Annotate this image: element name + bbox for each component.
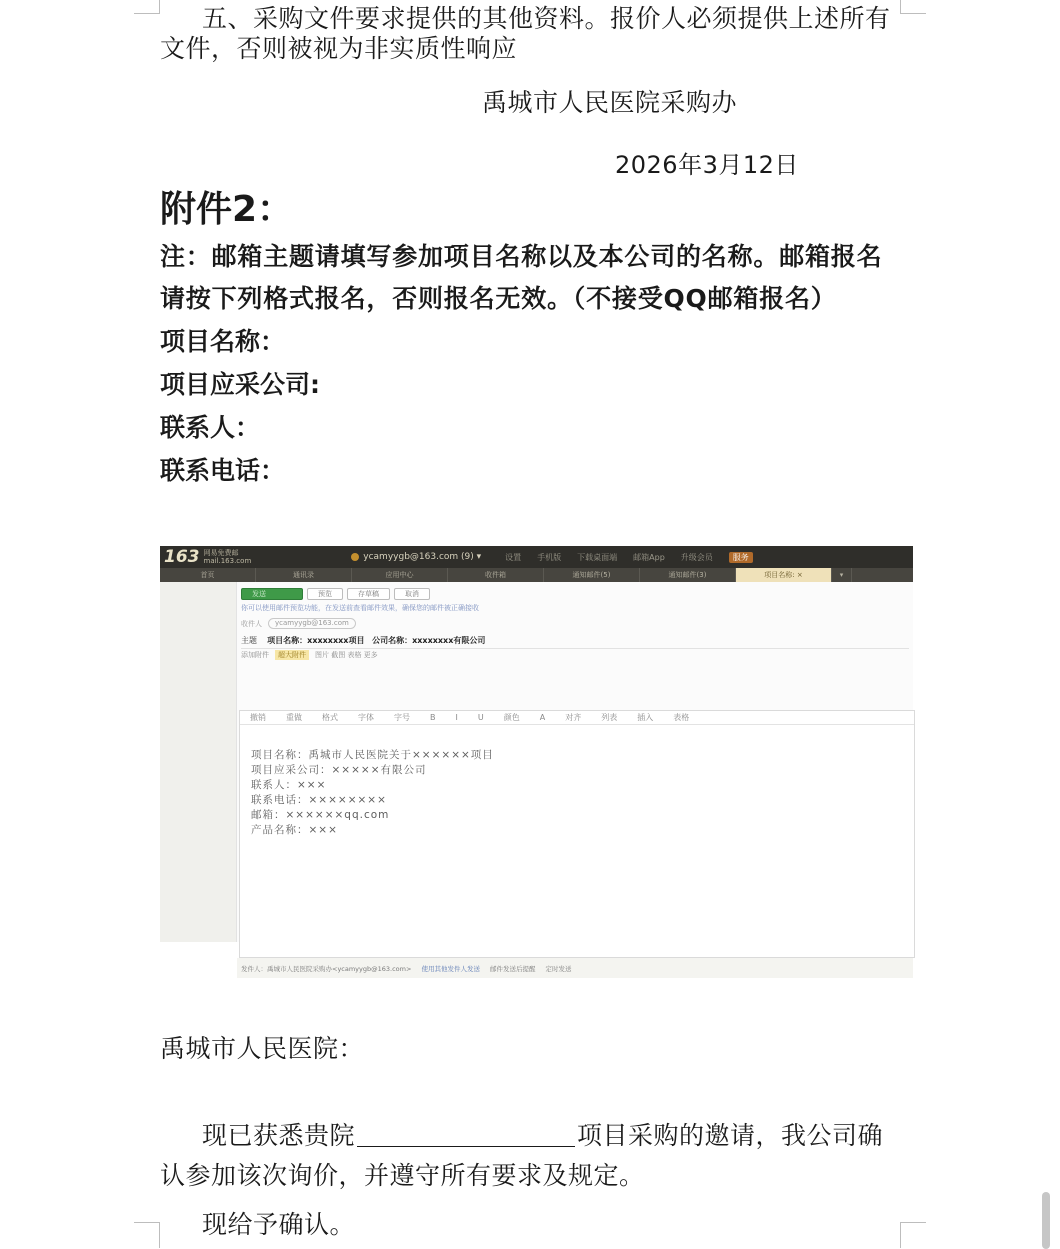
align-icon[interactable]: 对齐 — [565, 713, 582, 722]
tab-more[interactable]: ▾ — [832, 568, 852, 582]
tab-home[interactable]: 首页 — [160, 568, 256, 582]
field-contact: 联系人： — [160, 413, 261, 442]
top-link[interactable]: 设置 — [505, 552, 522, 562]
compose-area — [236, 582, 913, 973]
italic-icon[interactable]: I — [455, 713, 458, 722]
paragraph-5: 五、采购文件要求提供的其他资料。报价人必须提供上述所有文件，否则被视为非实质性响应 — [160, 4, 891, 63]
attachment-more[interactable]: 图片 截图 表格 更多 — [315, 651, 378, 659]
attachment-row — [241, 650, 378, 660]
letter-body-before: 现已获悉贵院 — [202, 1121, 356, 1150]
registration-note: 注：邮箱主题请填写参加项目名称以及本公司的名称。邮箱报名请按下列格式报名，否则报名无效。（不接受QQ邮箱报名） — [160, 242, 883, 313]
page-corner-top-left — [134, 0, 160, 14]
top-link[interactable]: 手机版 — [537, 552, 562, 562]
recipient-row — [241, 618, 356, 629]
scheduled-send[interactable]: 定时发送 — [545, 964, 572, 973]
tab-compose[interactable]: 项目名称: × — [736, 568, 832, 582]
page-corner-bottom-left — [134, 1222, 160, 1248]
cancel-button[interactable]: 取消 — [394, 588, 430, 600]
content-line: 项目名称：禹城市人民医院关于××××××项目 — [251, 749, 494, 761]
issue-date: 2026年3月12日 — [615, 151, 799, 179]
bold-icon[interactable]: B — [430, 713, 436, 722]
attachment-title: 附件2： — [160, 189, 294, 230]
vertical-scrollbar[interactable] — [1042, 1192, 1050, 1249]
avatar-icon — [351, 553, 359, 561]
account-label: ycamyygb@163.com (9) ▾ — [363, 552, 482, 562]
mail-logo: 163 — [164, 547, 200, 567]
compose-footer — [237, 958, 913, 978]
content-line: 产品名称：××× — [251, 824, 338, 836]
field-phone: 联系电话： — [160, 456, 286, 485]
mail-logo-subtitle: 网易免费邮 mail.163.com — [203, 549, 252, 565]
underline-icon[interactable]: U — [477, 713, 484, 722]
size-select[interactable]: 字号 — [394, 713, 410, 722]
content-line: 联系电话：×××××××× — [251, 794, 387, 806]
add-attachment-link[interactable]: 添加附件 — [241, 651, 269, 659]
email-editor[interactable] — [239, 710, 915, 958]
sender-info: 发件人：禹城市人民医院采购办<ycamyygb@163.com> — [241, 964, 412, 973]
page-corner-top-right — [900, 0, 926, 14]
tab-notice-1[interactable]: 通知邮件(5) — [544, 568, 640, 582]
recipient-chip[interactable]: ycamyygb@163.com — [268, 618, 356, 629]
issuer-signature: 禹城市人民医院采购办 — [482, 88, 738, 117]
subject-label: 主题 — [241, 636, 257, 645]
tab-contacts[interactable]: 通讯录 — [256, 568, 352, 582]
editor-toolbar — [240, 711, 914, 725]
send-reminder[interactable]: 邮件发送后提醒 — [489, 964, 536, 973]
document-body — [160, 0, 902, 492]
tab-apps[interactable]: 应用中心 — [352, 568, 448, 582]
save-draft-button[interactable]: 存草稿 — [347, 588, 390, 600]
top-link[interactable]: 升级会员 — [680, 552, 713, 562]
redo-icon[interactable]: 重做 — [286, 713, 302, 722]
top-link[interactable]: 下载桌面端 — [577, 552, 618, 562]
letter-body — [160, 1116, 902, 1196]
email-content — [251, 748, 494, 838]
page-corner-bottom-right — [900, 1222, 926, 1248]
service-badge[interactable]: 服务 — [729, 552, 753, 563]
tab-inbox[interactable]: 收件箱 — [448, 568, 544, 582]
field-project-name: 项目名称： — [160, 327, 286, 356]
font-select[interactable]: 字体 — [358, 713, 374, 722]
letter-salutation: 禹城市人民医院： — [160, 1034, 365, 1063]
project-blank-line — [357, 1121, 575, 1147]
list-icon[interactable]: 列表 — [601, 713, 618, 722]
other-sender-link[interactable]: 使用其他发件人发送 — [421, 964, 480, 973]
send-button[interactable]: 发送 — [241, 588, 303, 600]
undo-icon[interactable]: 撤销 — [250, 713, 266, 722]
compose-toolbar — [241, 588, 430, 600]
subject-project: 项目名称：xxxxxxxx项目 — [267, 636, 365, 645]
large-attachment-link[interactable]: 超大附件 — [275, 650, 309, 660]
content-line: 联系人：××× — [251, 779, 327, 791]
email-screenshot — [160, 546, 913, 973]
format-icon[interactable]: 格式 — [322, 713, 338, 722]
letter-confirm: 现给予确认。 — [202, 1210, 356, 1239]
top-links — [505, 552, 753, 563]
subject-row[interactable] — [241, 635, 909, 649]
color-icon[interactable]: 颜色 — [503, 713, 520, 722]
field-company: 项目应采公司: — [160, 370, 320, 399]
tab-notice-2[interactable]: 通知邮件(3) — [640, 568, 736, 582]
top-link[interactable]: 邮箱App — [633, 552, 665, 562]
content-line: 项目应采公司：×××××有限公司 — [251, 764, 427, 776]
mail-tabs — [160, 568, 913, 582]
text-color-icon[interactable]: A — [539, 713, 546, 722]
recipient-label: 收件人 — [241, 619, 262, 628]
mail-header-bar — [160, 546, 913, 568]
insert-icon[interactable]: 插入 — [637, 713, 654, 722]
compose-tip: 你可以使用邮件预览功能，在发送前查看邮件效果，确保您的邮件被正确接收 — [241, 604, 479, 612]
table-icon[interactable]: 表格 — [673, 713, 690, 722]
content-line: 邮箱：××××××qq.com — [251, 809, 390, 821]
subject-company: 公司名称：xxxxxxxx有限公司 — [372, 636, 486, 645]
preview-button[interactable]: 预览 — [307, 588, 343, 600]
letter-body-after: 项目采购的邀请，我公司确认参加该次询价，并遵守所有要求及规定。 — [160, 1121, 884, 1190]
account-menu[interactable] — [351, 552, 481, 562]
